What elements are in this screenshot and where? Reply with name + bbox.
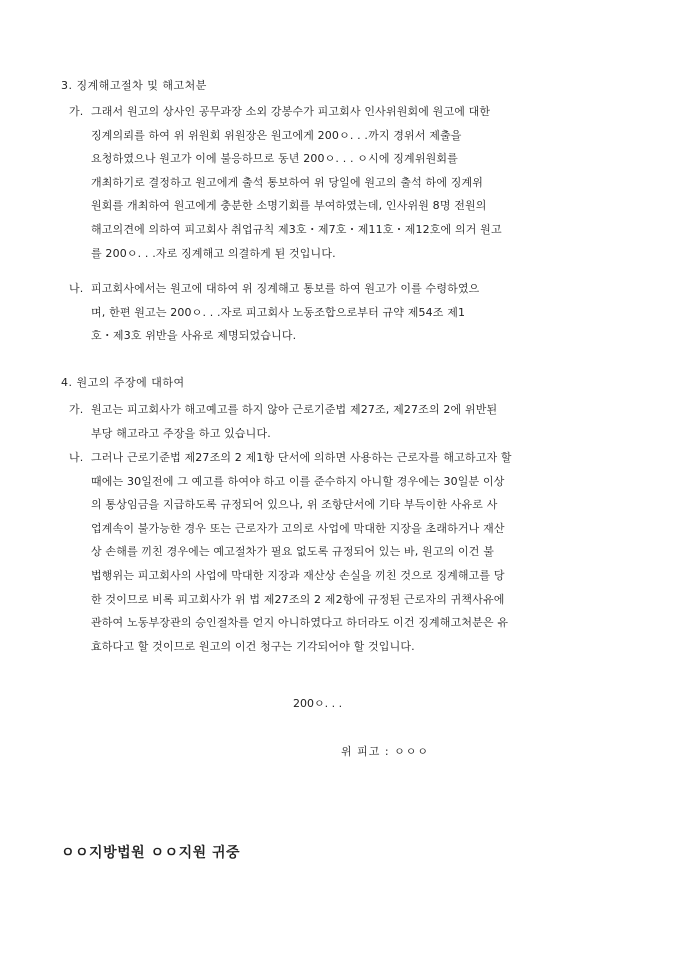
section4-heading: 4. 원고의 주장에 대하여 [61,376,185,389]
text-line: 원고는 피고회사가 해고예고를 하지 않아 근로기준법 제27조, 제27조의 2에 위반된 [91,403,498,416]
item-label: 나. [69,451,84,464]
text-line: 해고의견에 의하여 피고회사 취업규칙 제3호・제7호・제11호・제12호에 의거 원고 [91,222,502,236]
signer-line: 위 피고 : ㅇㅇㅇ [341,745,429,758]
item-label: 가. [69,403,84,416]
text-line: 부당 해고라고 주장을 하고 있습니다. [91,426,271,440]
text-line: 업계속이 불가능한 경우 또는 근로자가 고의로 사업에 막대한 지장을 초래하거나 재산 [91,521,505,535]
court-addressee: ㅇㅇ지방법원 ㅇㅇ지원 귀중 [61,845,241,861]
text-line: 그래서 원고의 상사인 공무과장 소외 강봉수가 피고회사 인사위원회에 원고에 대한 [91,105,491,118]
section3-heading: 3. 징계해고절차 및 해고처분 [61,79,207,92]
text-line: 원회를 개최하여 원고에게 충분한 소명기회를 부여하였는데, 인사위원 8명 전원의 [91,199,487,213]
text-line: 며, 한편 원고는 200ㅇ. . .자로 피고회사 노동조합으로부터 규약 제54조 제1 [91,305,466,319]
section3-item-na [69,277,629,348]
text-line: 상 손해를 끼친 경우에는 예고절차가 필요 없도록 규정되어 있는 바, 원고의 이건 불 [91,545,495,559]
text-line: 피고회사에서는 원고에 대하여 위 징계해고 통보를 하여 원고가 이를 수령하였으 [91,282,480,295]
text-line: 때에는 30일전에 그 예고를 하여야 하고 이를 준수하지 아니할 경우에는 30일분 이상 [91,474,505,488]
text-line: 법행위는 피고회사의 사업에 막대한 지장과 재산상 손실을 끼친 것으로 징계해고를 당 [91,568,505,582]
text-line: 한 것이므로 비록 피고회사가 위 법 제27조의 2 제2항에 규정된 근로자의 귀책사유에 [91,592,505,606]
item-label: 나. [69,282,84,295]
text-line: 징계의뢰를 하여 위 위원회 위원장은 원고에게 200ㅇ. . .까지 경위서 제출을 [91,128,462,142]
section4-item-ga [69,398,629,445]
text-line: 그러나 근로기준법 제27조의 2 제1항 단서에 의하면 사용하는 근로자를 해고하고자 할 [91,451,512,464]
item-label: 가. [69,105,84,118]
text-line: 개최하기로 결정하고 원고에게 출석 통보하여 위 당일에 원고의 출석 하에 징계위 [91,175,484,189]
section3-item-ga [69,100,629,265]
section4-item-na [69,446,629,658]
text-line: 효하다고 할 것이므로 원고의 이건 청구는 기각되어야 할 것입니다. [91,639,415,653]
text-line: 요청하였으나 원고가 이에 불응하므로 동년 200ㅇ. . . ㅇ시에 징계위원회를 [91,152,458,166]
document-date: 200ㅇ. . . [293,697,343,710]
text-line: 를 200ㅇ. . .자로 징계해고 의결하게 된 것입니다. [91,246,336,260]
text-line: 관하여 노동부장관의 승인절차를 얻지 아니하였다고 하더라도 이건 징계해고처분은 유 [91,616,509,630]
text-line: 의 통상임금을 지급하도록 규정되어 있으나, 위 조항단서에 기타 부득이한 사유로 사 [91,498,498,512]
text-line: 호・제3호 위반을 사유로 제명되었습니다. [91,329,297,343]
